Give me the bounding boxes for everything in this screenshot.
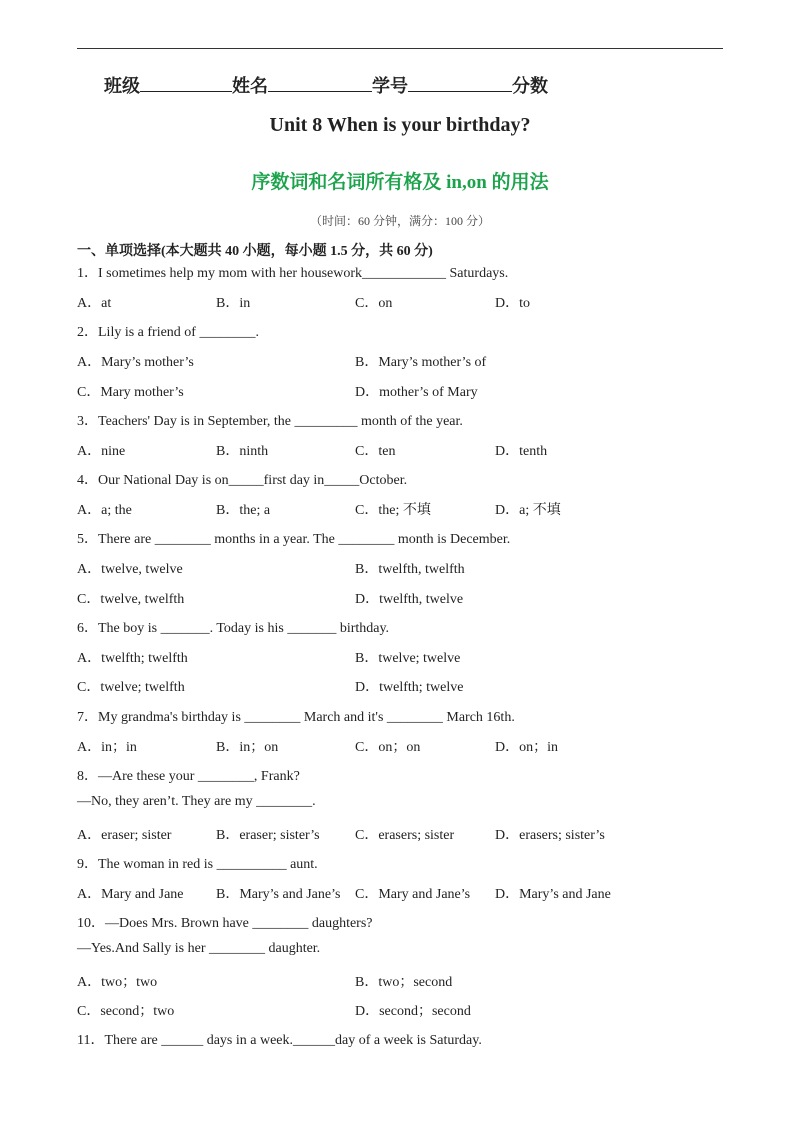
q10-option-c[interactable]: C．second；two [77, 1004, 175, 1019]
q1-option-c[interactable]: C．on [355, 296, 393, 311]
q1-option-a[interactable]: A．at [77, 296, 112, 311]
q2-option-c[interactable]: C．Mary mother’s [77, 385, 184, 400]
q8-option-d[interactable]: D．erasers; sister’s [495, 828, 605, 843]
question-2: 2．Lily is a friend of ________. [77, 325, 259, 340]
class-blank [140, 77, 232, 92]
student-info-line [104, 72, 548, 98]
question-10-reply: —Yes.And Sally is her ________ daughter. [77, 941, 321, 956]
q9-option-d[interactable]: D．Mary’s and Jane [495, 887, 611, 902]
name-blank [268, 77, 372, 92]
number-label: 学号 [372, 76, 408, 96]
score-label: 分数 [512, 76, 548, 96]
q1-option-b[interactable]: B．in [216, 296, 251, 311]
question-5: 5．There are ________ months in a year. The ________ month is December. [77, 532, 511, 547]
q6-option-c[interactable]: C．twelve; twelfth [77, 680, 185, 695]
question-4: 4．Our National Day is on_____first day in_____October. [77, 473, 408, 488]
q5-option-a[interactable]: A．twelve, twelve [77, 562, 183, 577]
q10-option-a[interactable]: A．two；two [77, 975, 158, 990]
q7-option-c[interactable]: C．on；on [355, 740, 421, 755]
q8-option-c[interactable]: C．erasers; sister [355, 828, 455, 843]
q10-option-d[interactable]: D．second；second [355, 1004, 471, 1019]
q4-option-c[interactable]: C．the; 不填 [355, 503, 431, 518]
q4-option-d[interactable]: D．a; 不填 [495, 503, 561, 518]
q6-option-d[interactable]: D．twelfth; twelve [355, 680, 464, 695]
q5-option-c[interactable]: C．twelve, twelfth [77, 592, 185, 607]
q3-option-c[interactable]: C．ten [355, 444, 396, 459]
q2-option-d[interactable]: D．mother’s of Mary [355, 385, 478, 400]
question-9: 9．The woman in red is __________ aunt. [77, 857, 318, 872]
q3-option-d[interactable]: D．tenth [495, 444, 548, 459]
q4-option-a[interactable]: A．a; the [77, 503, 132, 518]
name-label: 姓名 [232, 76, 268, 96]
q5-option-b[interactable]: B．twelfth, twelfth [355, 562, 465, 577]
q9-option-b[interactable]: B．Mary’s and Jane’s [216, 887, 341, 902]
question-11: 11．There are ______ days in a week.______day of a week is Saturday. [77, 1033, 482, 1048]
q6-option-b[interactable]: B．twelve; twelve [355, 651, 461, 666]
q8-option-a[interactable]: A．eraser; sister [77, 828, 172, 843]
q7-option-d[interactable]: D．on；in [495, 740, 558, 755]
q2-option-a[interactable]: A．Mary’s mother’s [77, 355, 194, 370]
number-blank [408, 77, 512, 92]
q8-option-b[interactable]: B．eraser; sister’s [216, 828, 320, 843]
q2-option-b[interactable]: B．Mary’s mother’s of [355, 355, 487, 370]
question-10: 10．—Does Mrs. Brown have ________ daughters? [77, 916, 373, 931]
q9-option-c[interactable]: C．Mary and Jane’s [355, 887, 471, 902]
question-7: 7．My grandma's birthday is ________ March and it's ________ March 16th. [77, 710, 515, 725]
question-1: 1．I sometimes help my mom with her housework____________ Saturdays. [77, 266, 509, 281]
q9-option-a[interactable]: A．Mary and Jane [77, 887, 184, 902]
q3-option-a[interactable]: A．nine [77, 444, 126, 459]
exam-meta: （时间：60 分钟，满分：100 分） [309, 214, 490, 228]
q7-option-a[interactable]: A．in；in [77, 740, 137, 755]
question-8: 8．—Are these your ________, Frank? [77, 769, 300, 784]
question-3: 3．Teachers' Day is in September, the _________ month of the year. [77, 414, 463, 429]
page-subtitle: 序数词和名词所有格及 in,on 的用法 [251, 172, 549, 193]
q10-option-b[interactable]: B．two；second [355, 975, 453, 990]
q3-option-b[interactable]: B．ninth [216, 444, 269, 459]
q7-option-b[interactable]: B．in；on [216, 740, 279, 755]
q6-option-a[interactable]: A．twelfth; twelfth [77, 651, 188, 666]
question-6: 6．The boy is _______. Today is his _______ birthday. [77, 621, 390, 636]
page-title: Unit 8 When is your birthday? [269, 114, 531, 136]
q1-option-d[interactable]: D．to [495, 296, 530, 311]
question-8-reply: —No, they aren’t. They are my ________. [77, 794, 316, 809]
q4-option-b[interactable]: B．the; a [216, 503, 271, 518]
section-heading: 一、单项选择(本大题共 40 小题，每小题 1.5 分，共 60 分) [77, 244, 433, 259]
class-label: 班级 [104, 76, 140, 96]
q5-option-d[interactable]: D．twelfth, twelve [355, 592, 464, 607]
top-rule [77, 48, 723, 49]
